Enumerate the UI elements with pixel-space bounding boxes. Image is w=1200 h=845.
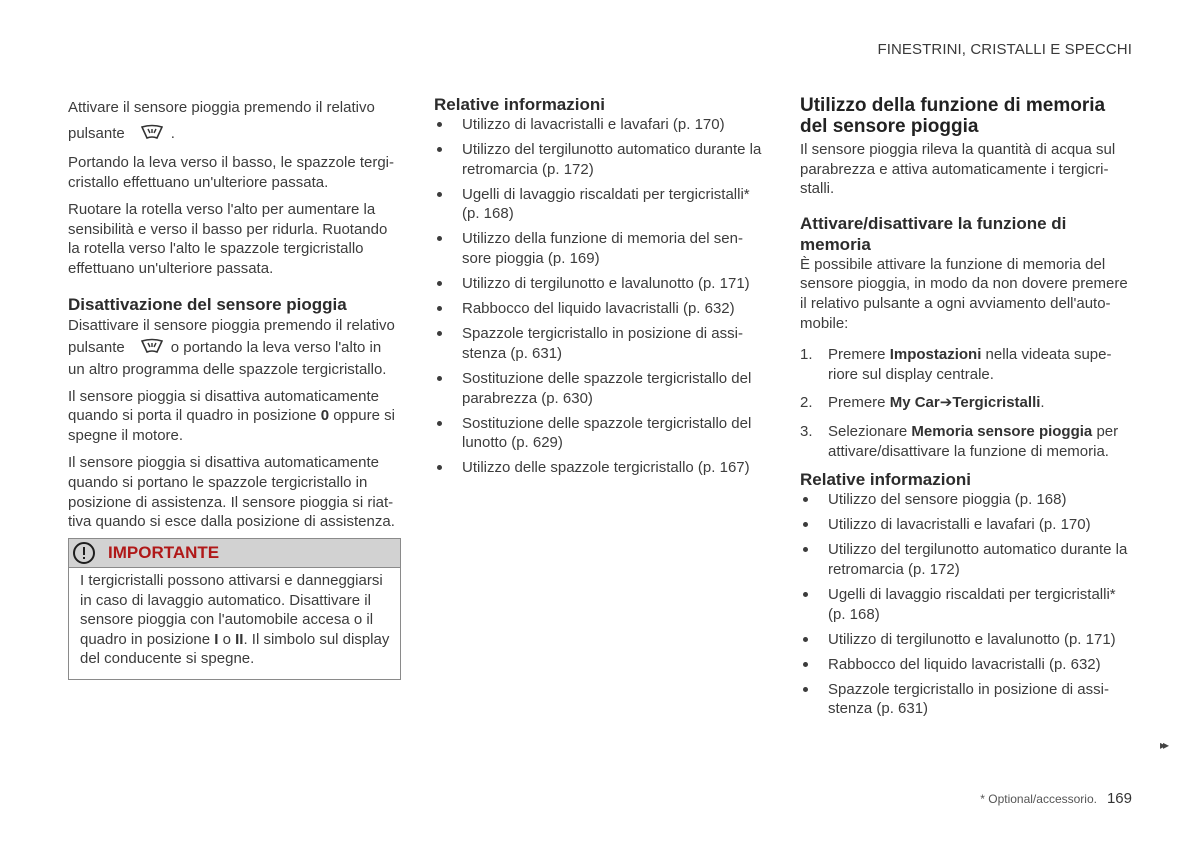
list-item[interactable]: Rabbocco del liquido lavacristalli (p. 632) <box>434 299 769 319</box>
paragraph-auto-off-service: Il sensore pioggia si disattiva automaticamente quando si portano le spazzole tergicristallo in posizione di assistenza. Il sensore pioggia si riat-tiva quando si esce dalla posizione di assistenza. <box>68 454 395 531</box>
ignition-position: 0 <box>320 407 330 425</box>
menu-label: My Car <box>889 394 940 412</box>
list-item[interactable]: Spazzole tergicristallo in posizione di assi-stenza (p. 631) <box>434 324 769 363</box>
paragraph-activate <box>68 95 401 147</box>
heading-memory: Attivare/disattivare la funzione di memoria <box>800 213 1067 254</box>
rain-sensor-icon <box>141 124 163 140</box>
rain-sensor-icon <box>141 338 163 354</box>
list-item[interactable]: Utilizzo della funzione di memoria del sen-sore pioggia (p. 169) <box>434 229 769 268</box>
steps-list <box>800 345 1135 461</box>
important-title: IMPORTANTE <box>108 543 220 563</box>
text: Premere <box>828 394 886 412</box>
menu-label: Tergicristalli <box>952 394 1041 412</box>
list-item[interactable]: Rabbocco del liquido lavacristalli (p. 632) <box>800 655 1135 675</box>
arrow-right-icon: ➔ <box>939 394 953 412</box>
text: oppure si spegne il motore. <box>68 407 395 444</box>
heading-related: Relative informazioni <box>434 95 605 114</box>
text: o <box>222 630 231 648</box>
text: . <box>1040 394 1045 412</box>
list-item[interactable]: Sostituzione delle spazzole tergicristallo del lunotto (p. 629) <box>434 414 769 453</box>
menu-label: Memoria sensore pioggia <box>911 422 1093 440</box>
related-list <box>800 490 1135 719</box>
menu-label: Impostazioni <box>889 346 982 364</box>
section-title: Utilizzo della funzione di memoria del sensore pioggia <box>800 95 1106 137</box>
text: Disattivare il sensore pioggia premendo il relativo <box>68 316 395 334</box>
list-item[interactable]: Spazzole tergicristallo in posizione di assi-stenza (p. 631) <box>800 680 1135 719</box>
column-middle <box>434 95 769 484</box>
paragraph-memory: È possibile attivare la funzione di memoria del sensore pioggia, in modo da non dovere premere il relativo pulsante a ogni avviamento dell'auto-mobile: <box>800 255 1128 332</box>
text: nella videata supe-riore sul display centrale. <box>828 346 1112 383</box>
text: . <box>170 125 175 142</box>
text: o portando la leva verso l'alto in un altro programma delle spazzole tergicristallo. <box>68 338 387 378</box>
list-item[interactable]: Utilizzo del sensore pioggia (p. 168) <box>800 490 1135 510</box>
related-list <box>434 115 769 478</box>
important-body <box>69 568 400 679</box>
page-number: 169 <box>1106 790 1132 807</box>
double-chevron-right-icon: ▸▸ <box>1159 738 1166 752</box>
list-item[interactable]: Ugelli di lavaggio riscaldati per tergicristalli* (p. 168) <box>434 185 769 224</box>
column-left <box>68 95 401 540</box>
list-item[interactable]: Utilizzo di lavacristalli e lavafari (p. 170) <box>800 515 1135 535</box>
step-number: 1. <box>800 346 813 364</box>
list-item[interactable]: Utilizzo del tergilunotto automatico durante la retromarcia (p. 172) <box>434 140 769 179</box>
text: Attivare il sensore pioggia premendo il relativo <box>68 99 375 116</box>
paragraph-lever: Portando la leva verso il basso, le spazzole tergi-cristallo effettuano un'ulteriore passata. <box>68 154 395 191</box>
step-number: 3. <box>800 422 813 440</box>
list-item[interactable]: Utilizzo del tergilunotto automatico durante la retromarcia (p. 172) <box>800 540 1135 579</box>
list-item[interactable]: Ugelli di lavaggio riscaldati per tergicristalli* (p. 168) <box>800 585 1135 624</box>
running-header: FINESTRINI, CRISTALLI E SPECCHI <box>877 41 1132 58</box>
text: I tergicristalli possono attivarsi e danneggiarsi in caso di lavaggio automatico. Disattivare il sensore pioggia con l'automobile accesa o il quadro in posizione <box>80 572 383 648</box>
paragraph-wheel: Ruotare la rotella verso l'alto per aumentare la sensibilità e verso il basso per ridurla. Ruotando la rotella verso l'alto le spazzole tergicristallo effettuano un'ulteriore passata. <box>68 201 388 277</box>
ignition-position: II <box>235 630 244 648</box>
list-item[interactable]: Sostituzione delle spazzole tergicristallo del parabrezza (p. 630) <box>434 369 769 408</box>
important-header <box>69 539 400 568</box>
step-item <box>800 345 1135 384</box>
paragraph-deactivate <box>68 315 401 381</box>
paragraph-auto-off-ignition <box>68 387 401 446</box>
text: Il sensore pioggia si disattiva automaticamente quando si porta il quadro in posizione <box>68 387 380 425</box>
list-item[interactable]: Utilizzo delle spazzole tergicristallo (p. 167) <box>434 458 769 478</box>
paragraph-intro: Il sensore pioggia rileva la quantità di acqua sul parabrezza e attiva automaticamente i tergicri-stalli. <box>800 141 1116 198</box>
footer <box>980 789 1132 810</box>
step-number: 2. <box>800 394 813 412</box>
text: pulsante <box>68 125 125 142</box>
important-box <box>68 538 401 680</box>
heading-disattivazione: Disattivazione del sensore pioggia <box>68 294 347 314</box>
step-item <box>800 422 1135 461</box>
ignition-position: I <box>214 630 219 648</box>
step-item <box>800 393 1135 413</box>
list-item[interactable]: Utilizzo di tergilunotto e lavalunotto (p. 171) <box>800 630 1135 650</box>
text: per attivare/disattivare la funzione di memoria. <box>828 422 1119 460</box>
text: . Il simbolo sul display del conducente si spegne. <box>80 630 390 668</box>
heading-related: Relative informazioni <box>800 470 971 490</box>
text: Selezionare <box>828 422 908 440</box>
footnote: * Optional/accessorio. <box>980 792 1097 806</box>
text: pulsante <box>68 338 125 356</box>
list-item[interactable]: Utilizzo di tergilunotto e lavalunotto (p. 171) <box>434 274 769 294</box>
list-item[interactable]: Utilizzo di lavacristalli e lavafari (p. 170) <box>434 115 769 135</box>
exclamation-circle-icon <box>73 542 95 564</box>
column-right <box>800 95 1135 725</box>
text: Premere <box>828 346 886 364</box>
